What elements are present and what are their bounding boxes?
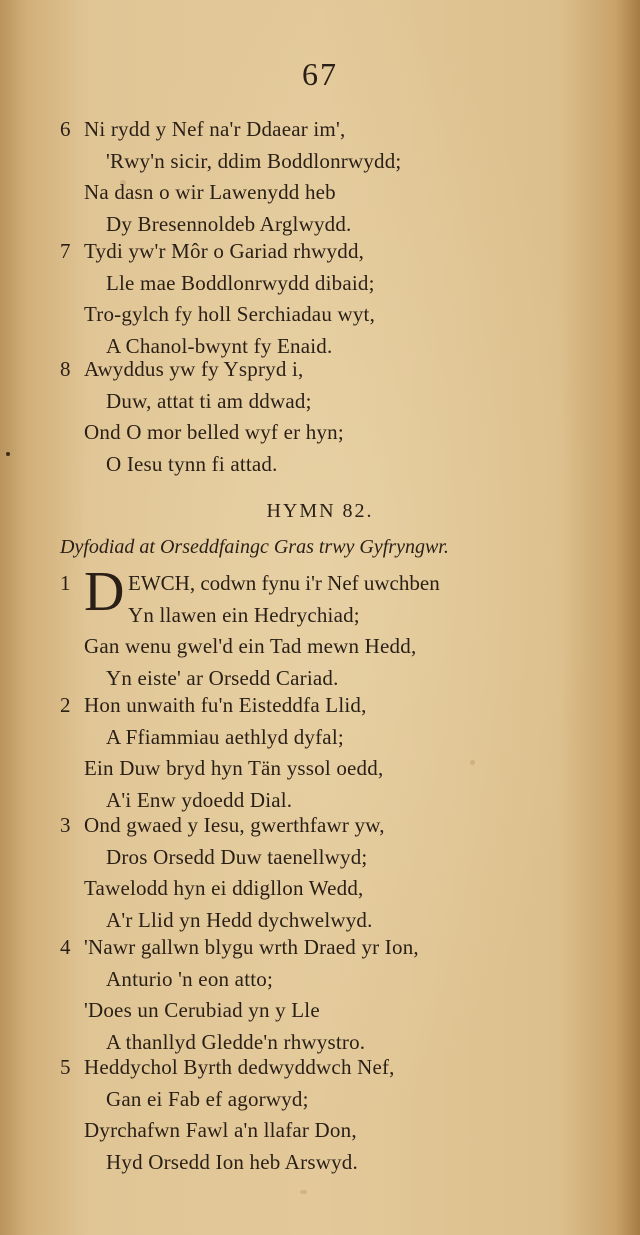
stanza-line: Na dasn o wir Lawenydd heb	[84, 180, 336, 204]
stanza-line: Gan ei Fab ef agorwyd;	[106, 1086, 309, 1111]
stanza-line: Yn eiste' ar Orsedd Cariad.	[106, 665, 339, 690]
stanza-line	[60, 690, 600, 722]
stanza-line: Anturio 'n eon atto;	[106, 966, 274, 991]
stanza-line: A'i Enw ydoedd Dial.	[106, 787, 293, 812]
verse-text: Tydi yw'r Môr o Gariad rhwydd,	[84, 239, 365, 263]
drop-cap: D	[84, 561, 125, 623]
verse-text: Ni rydd y Nef na'r Ddaear im',	[84, 117, 346, 141]
stanza-line: Dros Orsedd Duw taenellwyd;	[106, 844, 368, 869]
verse-text: EWCH, codwn fynu i'r Nef uwchben	[128, 571, 440, 595]
stanza-line: Ond O mor belled wyf er hyn;	[84, 420, 344, 444]
stanza-number: 6	[60, 117, 71, 141]
stanza-line: Hyd Orsedd Ion heb Arswyd.	[106, 1149, 358, 1174]
stanza-line: Dyrchafwn Fawl a'n llafar Don,	[84, 1118, 357, 1142]
stanza-number: 4	[60, 935, 71, 959]
stanza-line	[60, 1052, 600, 1084]
hymn-stanza-1	[60, 561, 600, 694]
stanza-6	[60, 114, 600, 240]
stanza-line	[60, 810, 600, 842]
stanza-number: 3	[60, 813, 71, 837]
stanza-line: A Chanol-bwynt fy Enaid.	[106, 333, 333, 358]
stanza-line	[60, 932, 600, 964]
stanza-line: Tro-gylch fy holl Serchiadau wyt,	[84, 302, 376, 326]
verse-text: Hon unwaith fu'n Eisteddfa Llid,	[84, 693, 367, 717]
stanza-line: Duw, attat ti am ddwad;	[106, 388, 312, 413]
stanza-line	[60, 354, 600, 386]
verse-text: Awyddus yw fy Yspryd i,	[84, 357, 304, 381]
page-number: 67	[302, 56, 338, 92]
stanza-line: 'Does un Cerubiad yn y Lle	[84, 998, 320, 1022]
stanza-line	[60, 236, 600, 268]
foxing-spot	[300, 1190, 307, 1194]
stanza-line	[60, 114, 600, 146]
stanza-line: Dy Bresennoldeb Arglwydd.	[106, 211, 352, 236]
stanza-line: Gan wenu gwel'd ein Tad mewn Hedd,	[84, 634, 417, 658]
stanza-line: Yn llawen ein Hedrychiad;	[128, 602, 360, 627]
stanza-line: O Iesu tynn fi attad.	[106, 451, 278, 476]
stanza-number: 1	[60, 571, 71, 595]
stanza-line: A'r Llid yn Hedd dychwelwyd.	[106, 907, 373, 932]
stanza-number: 7	[60, 239, 71, 263]
hymn-stanza-2	[60, 690, 600, 816]
verse-text: Heddychol Byrth dedwyddwch Nef,	[84, 1055, 395, 1079]
stanza-line: A Ffiammiau aethlyd dyfal;	[106, 724, 344, 749]
hymn-title: HYMN 82.	[266, 500, 374, 522]
stanza-line: Ein Duw bryd hyn Tän yssol oedd,	[84, 756, 384, 780]
stanza-number: 5	[60, 1055, 71, 1079]
hymn-stanza-5	[60, 1052, 600, 1178]
stanza-line: Lle mae Boddlonrwydd dibaid;	[106, 270, 375, 295]
stanza-number: 2	[60, 693, 71, 717]
stanza-number: 8	[60, 357, 71, 381]
stanza-line: A thanllyd Gledde'n rhwystro.	[106, 1029, 366, 1054]
stanza-8	[60, 354, 600, 480]
verse-text: 'Nawr gallwn blygu wrth Draed yr Ion,	[84, 935, 419, 959]
stanza-line: 'Rwy'n sicir, ddim Boddlonrwydd;	[106, 148, 402, 173]
hymn-stanza-3	[60, 810, 600, 936]
verse-text: Ond gwaed y Iesu, gwerthfawr yw,	[84, 813, 385, 837]
hymn-subtitle: Dyfodiad at Orseddfaingc Gras trwy Gyfryngwr.	[60, 536, 449, 558]
hymn-stanza-4	[60, 932, 600, 1058]
stanza-7	[60, 236, 600, 362]
ink-spot	[6, 452, 10, 456]
stanza-line: Tawelodd hyn ei ddigllon Wedd,	[84, 876, 364, 900]
